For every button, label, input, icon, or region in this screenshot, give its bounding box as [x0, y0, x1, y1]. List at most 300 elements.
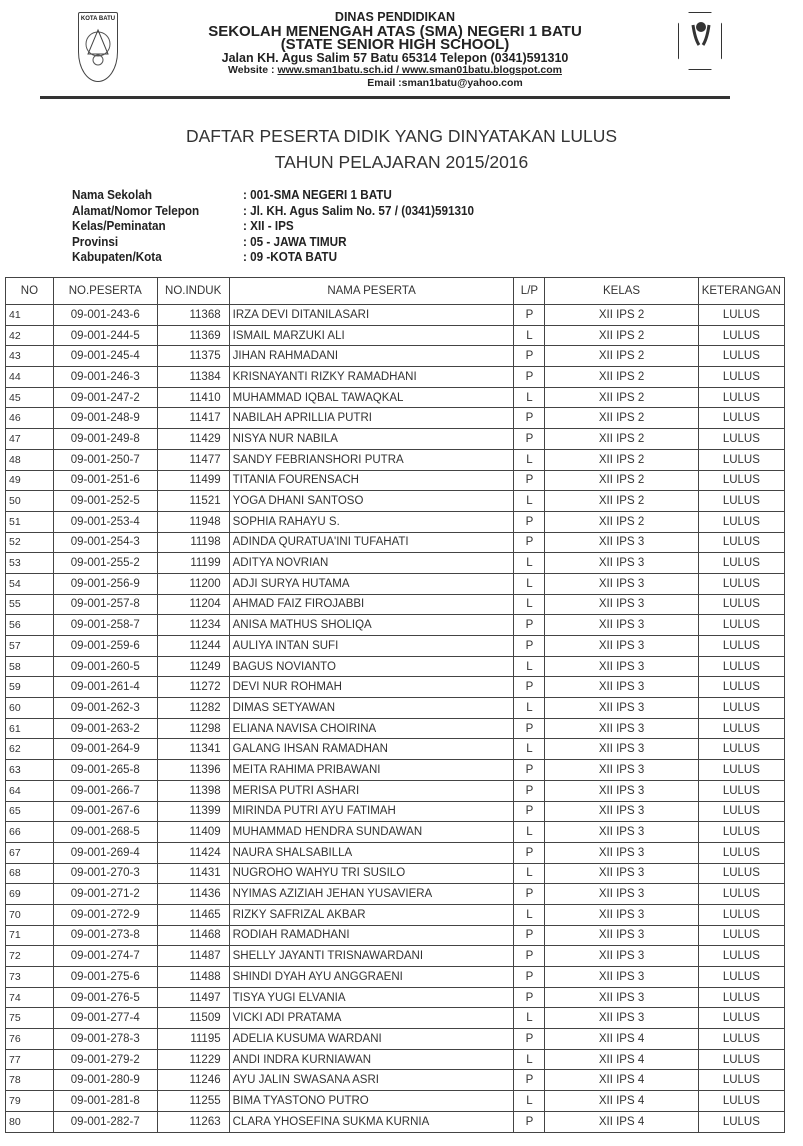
cell-nama-peserta: SHINDI DYAH AYU ANGGRAENI — [229, 967, 514, 988]
cell-lp: L — [514, 553, 545, 574]
cell-no-peserta: 09-001-274-7 — [53, 946, 157, 967]
website-link[interactable]: www.sman1batu.sch.id / www.sman01batu.blogspot.com — [277, 64, 562, 76]
cell-no: 46 — [6, 408, 54, 429]
graduates-table — [5, 277, 785, 1133]
table-row — [6, 325, 785, 346]
cell-no-induk: 11234 — [157, 615, 229, 636]
table-row — [6, 925, 785, 946]
cell-keterangan: LULUS — [698, 449, 784, 470]
cell-kelas: XII IPS 2 — [545, 367, 698, 388]
cell-lp: L — [514, 449, 545, 470]
cell-lp: P — [514, 801, 545, 822]
table-row — [6, 656, 785, 677]
cell-nama-peserta: RODIAH RAMADHANI — [229, 925, 514, 946]
cell-no: 56 — [6, 615, 54, 636]
cell-no: 68 — [6, 863, 54, 884]
cell-nama-peserta: MEITA RAHIMA PRIBAWANI — [229, 760, 514, 781]
table-row — [6, 760, 785, 781]
cell-kelas: XII IPS 2 — [545, 346, 698, 367]
table-row — [6, 367, 785, 388]
cell-no: 73 — [6, 967, 54, 988]
table-row — [6, 884, 785, 905]
column-header-lp: L/P — [514, 278, 545, 305]
cell-no-peserta: 09-001-246-3 — [53, 367, 157, 388]
cell-kelas: XII IPS 4 — [545, 1111, 698, 1132]
cell-keterangan: LULUS — [698, 615, 784, 636]
cell-nama-peserta: ADITYA NOVRIAN — [229, 553, 514, 574]
cell-keterangan: LULUS — [698, 408, 784, 429]
school-name: SEKOLAH MENENGAH ATAS (SMA) NEGERI 1 BATU — [208, 23, 582, 40]
cell-nama-peserta: ADELIA KUSUMA WARDANI — [229, 1029, 514, 1050]
cell-keterangan: LULUS — [698, 491, 784, 512]
cell-kelas: XII IPS 3 — [545, 760, 698, 781]
cell-kelas: XII IPS 3 — [545, 863, 698, 884]
cell-nama-peserta: ADINDA QURATUA'INI TUFAHATI — [229, 532, 514, 553]
cell-kelas: XII IPS 3 — [545, 822, 698, 843]
cell-no-induk: 11198 — [157, 532, 229, 553]
info-label: Kelas/Peminatan — [72, 218, 166, 233]
cell-no-peserta: 09-001-259-6 — [53, 636, 157, 657]
table-row — [6, 698, 785, 719]
cell-keterangan: LULUS — [698, 325, 784, 346]
info-label: Kabupaten/Kota — [72, 249, 162, 264]
table-row — [6, 615, 785, 636]
table-row — [6, 573, 785, 594]
cell-keterangan: LULUS — [698, 1091, 784, 1112]
cell-lp: P — [514, 677, 545, 698]
cell-nama-peserta: NUGROHO WAHYU TRI SUSILO — [229, 863, 514, 884]
cell-keterangan: LULUS — [698, 904, 784, 925]
cell-no-induk: 11244 — [157, 636, 229, 657]
cell-no-peserta: 09-001-254-3 — [53, 532, 157, 553]
cell-kelas: XII IPS 3 — [545, 780, 698, 801]
column-header-no-induk: NO.INDUK — [157, 278, 229, 305]
table-row — [6, 491, 785, 512]
cell-lp: L — [514, 573, 545, 594]
cell-lp: L — [514, 594, 545, 615]
table-row — [6, 346, 785, 367]
letterhead-divider — [40, 96, 730, 99]
cell-no-peserta: 09-001-253-4 — [53, 511, 157, 532]
cell-no-peserta: 09-001-271-2 — [53, 884, 157, 905]
cell-no: 61 — [6, 718, 54, 739]
cell-no-peserta: 09-001-262-3 — [53, 698, 157, 719]
cell-no: 42 — [6, 325, 54, 346]
cell-lp: L — [514, 822, 545, 843]
cell-kelas: XII IPS 2 — [545, 325, 698, 346]
cell-lp: P — [514, 884, 545, 905]
cell-keterangan: LULUS — [698, 656, 784, 677]
cell-lp: P — [514, 718, 545, 739]
agency-name: DINAS PENDIDIKAN — [334, 10, 456, 24]
cell-no-peserta: 09-001-258-7 — [53, 615, 157, 636]
cell-no: 62 — [6, 739, 54, 760]
cell-kelas: XII IPS 2 — [545, 511, 698, 532]
school-info — [72, 187, 474, 265]
cell-no: 80 — [6, 1111, 54, 1132]
cell-keterangan: LULUS — [698, 573, 784, 594]
table-row — [6, 801, 785, 822]
table-row — [6, 429, 785, 450]
cell-nama-peserta: TISYA YUGI ELVANIA — [229, 987, 514, 1008]
cell-no: 60 — [6, 698, 54, 719]
cell-no-induk: 11341 — [157, 739, 229, 760]
cell-lp: P — [514, 987, 545, 1008]
column-header-keterangan: KETERANGAN — [698, 278, 784, 305]
cell-kelas: XII IPS 2 — [545, 429, 698, 450]
column-header-kelas: KELAS — [545, 278, 698, 305]
cell-no-peserta: 09-001-261-4 — [53, 677, 157, 698]
cell-kelas: XII IPS 2 — [545, 387, 698, 408]
cell-kelas: XII IPS 3 — [545, 656, 698, 677]
info-value: : 05 - JAWA TIMUR — [243, 233, 347, 249]
cell-lp: P — [514, 925, 545, 946]
cell-nama-peserta: ADJI SURYA HUTAMA — [229, 573, 514, 594]
table-row — [6, 1049, 785, 1070]
cell-nama-peserta: MIRINDA PUTRI AYU FATIMAH — [229, 801, 514, 822]
cell-lp: L — [514, 1049, 545, 1070]
cell-no: 70 — [6, 904, 54, 925]
column-header-nama-peserta: NAMA PESERTA — [229, 278, 514, 305]
cell-nama-peserta: MERISA PUTRI ASHARI — [229, 780, 514, 801]
cell-nama-peserta: DIMAS SETYAWAN — [229, 698, 514, 719]
cell-no: 69 — [6, 884, 54, 905]
cell-no: 58 — [6, 656, 54, 677]
cell-lp: P — [514, 780, 545, 801]
cell-no-induk: 11410 — [157, 387, 229, 408]
cell-kelas: XII IPS 3 — [545, 615, 698, 636]
cell-lp: P — [514, 367, 545, 388]
cell-nama-peserta: SANDY FEBRIANSHORI PUTRA — [229, 449, 514, 470]
table-row — [6, 739, 785, 760]
cell-no: 65 — [6, 801, 54, 822]
cell-kelas: XII IPS 3 — [545, 925, 698, 946]
cell-no-peserta: 09-001-282-7 — [53, 1111, 157, 1132]
table-row — [6, 1111, 785, 1132]
table-row — [6, 532, 785, 553]
cell-nama-peserta: NISYA NUR NABILA — [229, 429, 514, 450]
school-address: Jalan KH. Agus Salim 57 Batu 65314 Telepon (0341)591310 — [221, 51, 569, 65]
cell-no-induk: 11499 — [157, 470, 229, 491]
cell-no-induk: 11282 — [157, 698, 229, 719]
cell-keterangan: LULUS — [698, 718, 784, 739]
table-row — [6, 1091, 785, 1112]
cell-lp: P — [514, 511, 545, 532]
cell-no-induk: 11249 — [157, 656, 229, 677]
document-title: DAFTAR PESERTA DIDIK YANG DINYATAKAN LULUS — [185, 126, 618, 146]
cell-no-peserta: 09-001-272-9 — [53, 904, 157, 925]
cell-no: 54 — [6, 573, 54, 594]
cell-keterangan: LULUS — [698, 346, 784, 367]
cell-no-induk: 11399 — [157, 801, 229, 822]
info-label: Nama Sekolah — [72, 187, 152, 202]
cell-keterangan: LULUS — [698, 863, 784, 884]
cell-nama-peserta: KRISNAYANTI RIZKY RAMADHANI — [229, 367, 514, 388]
cell-no: 79 — [6, 1091, 54, 1112]
cell-kelas: XII IPS 3 — [545, 677, 698, 698]
cell-no: 67 — [6, 842, 54, 863]
cell-nama-peserta: NABILAH APRILLIA PUTRI — [229, 408, 514, 429]
cell-lp: L — [514, 1008, 545, 1029]
cell-keterangan: LULUS — [698, 677, 784, 698]
cell-kelas: XII IPS 3 — [545, 594, 698, 615]
info-row — [72, 218, 474, 234]
cell-no-induk: 11465 — [157, 904, 229, 925]
cell-no-peserta: 09-001-263-2 — [53, 718, 157, 739]
cell-no-peserta: 09-001-243-6 — [53, 305, 157, 326]
cell-no-induk: 11417 — [157, 408, 229, 429]
cell-kelas: XII IPS 3 — [545, 967, 698, 988]
cell-keterangan: LULUS — [698, 1111, 784, 1132]
cell-keterangan: LULUS — [698, 739, 784, 760]
cell-keterangan: LULUS — [698, 470, 784, 491]
cell-keterangan: LULUS — [698, 946, 784, 967]
cell-nama-peserta: MUHAMMAD IQBAL TAWAQKAL — [229, 387, 514, 408]
cell-no-induk: 11229 — [157, 1049, 229, 1070]
table-row — [6, 1008, 785, 1029]
cell-nama-peserta: ELIANA NAVISA CHOIRINA — [229, 718, 514, 739]
cell-no-peserta: 09-001-268-5 — [53, 822, 157, 843]
cell-keterangan: LULUS — [698, 698, 784, 719]
cell-no: 53 — [6, 553, 54, 574]
cell-no-induk: 11200 — [157, 573, 229, 594]
cell-no: 78 — [6, 1070, 54, 1091]
cell-lp: L — [514, 904, 545, 925]
cell-no: 64 — [6, 780, 54, 801]
cell-nama-peserta: ANDI INDRA KURNIAWAN — [229, 1049, 514, 1070]
cell-nama-peserta: TITANIA FOURENSACH — [229, 470, 514, 491]
cell-keterangan: LULUS — [698, 1049, 784, 1070]
website-line — [130, 65, 660, 76]
cell-no: 47 — [6, 429, 54, 450]
cell-no-induk: 11199 — [157, 553, 229, 574]
cell-no-peserta: 09-001-256-9 — [53, 573, 157, 594]
info-row — [72, 203, 474, 219]
cell-nama-peserta: AULIYA INTAN SUFI — [229, 636, 514, 657]
table-row — [6, 780, 785, 801]
table-row — [6, 511, 785, 532]
cell-no-peserta: 09-001-264-9 — [53, 739, 157, 760]
cell-no: 41 — [6, 305, 54, 326]
cell-keterangan: LULUS — [698, 594, 784, 615]
cell-lp: L — [514, 739, 545, 760]
cell-no-peserta: 09-001-260-5 — [53, 656, 157, 677]
cell-no-induk: 11487 — [157, 946, 229, 967]
cell-keterangan: LULUS — [698, 760, 784, 781]
cell-no-peserta: 09-001-252-5 — [53, 491, 157, 512]
info-label: Provinsi — [72, 233, 119, 249]
column-header-no: NO — [6, 278, 54, 305]
cell-keterangan: LULUS — [698, 636, 784, 657]
cell-nama-peserta: SHELLY JAYANTI TRISNAWARDANI — [229, 946, 514, 967]
cell-keterangan: LULUS — [698, 801, 784, 822]
cell-no-induk: 11488 — [157, 967, 229, 988]
cell-no-induk: 11409 — [157, 822, 229, 843]
cell-kelas: XII IPS 2 — [545, 408, 698, 429]
cell-no-induk: 11521 — [157, 491, 229, 512]
cell-kelas: XII IPS 4 — [545, 1070, 698, 1091]
cell-no-induk: 11204 — [157, 594, 229, 615]
cell-lp: P — [514, 636, 545, 657]
kota-batu-emblem-icon — [83, 24, 113, 69]
cell-no: 76 — [6, 1029, 54, 1050]
cell-kelas: XII IPS 3 — [545, 739, 698, 760]
cell-no: 50 — [6, 491, 54, 512]
table-row — [6, 822, 785, 843]
website-label: Website : — [228, 64, 275, 76]
cell-nama-peserta: GALANG IHSAN RAMADHAN — [229, 739, 514, 760]
cell-nama-peserta: AYU JALIN SWASANA ASRI — [229, 1070, 514, 1091]
cell-nama-peserta: BIMA TYASTONO PUTRO — [229, 1091, 514, 1112]
cell-keterangan: LULUS — [698, 987, 784, 1008]
cell-keterangan: LULUS — [698, 884, 784, 905]
table-row — [6, 677, 785, 698]
kota-batu-logo — [78, 12, 118, 82]
cell-no: 59 — [6, 677, 54, 698]
cell-lp: L — [514, 387, 545, 408]
cell-no-induk: 11431 — [157, 863, 229, 884]
cell-lp: P — [514, 429, 545, 450]
cell-nama-peserta: ANISA MATHUS SHOLIQA — [229, 615, 514, 636]
cell-keterangan: LULUS — [698, 387, 784, 408]
cell-no: 57 — [6, 636, 54, 657]
info-row — [72, 249, 474, 265]
table-header-row — [6, 278, 785, 305]
cell-no-peserta: 09-001-278-3 — [53, 1029, 157, 1050]
cell-keterangan: LULUS — [698, 367, 784, 388]
info-value: : XII - IPS — [243, 218, 294, 233]
cell-no: 63 — [6, 760, 54, 781]
info-value: : Jl. KH. Agus Salim No. 57 / (0341)591310 — [243, 202, 475, 218]
cell-no-peserta: 09-001-247-2 — [53, 387, 157, 408]
cell-lp: P — [514, 470, 545, 491]
cell-nama-peserta: NAURA SHALSABILLA — [229, 842, 514, 863]
table-row — [6, 863, 785, 884]
cell-no: 45 — [6, 387, 54, 408]
cell-lp: L — [514, 698, 545, 719]
cell-no: 48 — [6, 449, 54, 470]
cell-no-induk: 11368 — [157, 305, 229, 326]
cell-no-peserta: 09-001-251-6 — [53, 470, 157, 491]
table-row — [6, 594, 785, 615]
cell-no-induk: 11948 — [157, 511, 229, 532]
cell-no: 71 — [6, 925, 54, 946]
cell-no-induk: 11272 — [157, 677, 229, 698]
cell-no-peserta: 09-001-245-4 — [53, 346, 157, 367]
table-row — [6, 387, 785, 408]
cell-no-induk: 11497 — [157, 987, 229, 1008]
cell-lp: P — [514, 760, 545, 781]
table-row — [6, 987, 785, 1008]
table-row — [6, 553, 785, 574]
cell-no-induk: 11436 — [157, 884, 229, 905]
table-row — [6, 1070, 785, 1091]
cell-keterangan: LULUS — [698, 842, 784, 863]
cell-kelas: XII IPS 3 — [545, 842, 698, 863]
info-row — [72, 234, 474, 250]
cell-no-induk: 11298 — [157, 718, 229, 739]
cell-nama-peserta: MUHAMMAD HENDRA SUNDAWAN — [229, 822, 514, 843]
table-row — [6, 967, 785, 988]
cell-lp: P — [514, 967, 545, 988]
cell-no: 51 — [6, 511, 54, 532]
cell-no-peserta: 09-001-266-7 — [53, 780, 157, 801]
cell-no-peserta: 09-001-257-8 — [53, 594, 157, 615]
cell-nama-peserta: ISMAIL MARZUKI ALI — [229, 325, 514, 346]
cell-no-induk: 11375 — [157, 346, 229, 367]
sma-negeri-1-batu-logo — [678, 12, 722, 70]
cell-kelas: XII IPS 3 — [545, 553, 698, 574]
cell-kelas: XII IPS 3 — [545, 946, 698, 967]
cell-keterangan: LULUS — [698, 1008, 784, 1029]
cell-kelas: XII IPS 3 — [545, 636, 698, 657]
academic-year: TAHUN PELAJARAN 2015/2016 — [274, 152, 529, 172]
cell-lp: P — [514, 1070, 545, 1091]
cell-lp: P — [514, 346, 545, 367]
cell-lp: L — [514, 863, 545, 884]
cell-no: 77 — [6, 1049, 54, 1070]
cell-lp: P — [514, 532, 545, 553]
table-row — [6, 408, 785, 429]
cell-no: 44 — [6, 367, 54, 388]
cell-no-induk: 11509 — [157, 1008, 229, 1029]
cell-kelas: XII IPS 3 — [545, 573, 698, 594]
cell-no-peserta: 09-001-276-5 — [53, 987, 157, 1008]
cell-no-peserta: 09-001-280-9 — [53, 1070, 157, 1091]
cell-nama-peserta: BAGUS NOVIANTO — [229, 656, 514, 677]
cell-no-peserta: 09-001-244-5 — [53, 325, 157, 346]
cell-no-induk: 11369 — [157, 325, 229, 346]
cell-kelas: XII IPS 3 — [545, 904, 698, 925]
cell-lp: P — [514, 1029, 545, 1050]
cell-keterangan: LULUS — [698, 780, 784, 801]
cell-no: 49 — [6, 470, 54, 491]
cell-no-induk: 11468 — [157, 925, 229, 946]
cell-lp: P — [514, 305, 545, 326]
cell-no-peserta: 09-001-255-2 — [53, 553, 157, 574]
table-row — [6, 470, 785, 491]
cell-kelas: XII IPS 2 — [545, 449, 698, 470]
cell-lp: L — [514, 656, 545, 677]
cell-keterangan: LULUS — [698, 553, 784, 574]
cell-keterangan: LULUS — [698, 822, 784, 843]
cell-no-induk: 11398 — [157, 780, 229, 801]
info-label: Alamat/Nomor Telepon — [72, 202, 200, 218]
cell-kelas: XII IPS 3 — [545, 718, 698, 739]
cell-kelas: XII IPS 2 — [545, 470, 698, 491]
cell-no-peserta: 09-001-281-8 — [53, 1091, 157, 1112]
cell-no-peserta: 09-001-277-4 — [53, 1008, 157, 1029]
email: Email :sman1batu@yahoo.com — [367, 77, 523, 89]
cell-kelas: XII IPS 3 — [545, 698, 698, 719]
cell-kelas: XII IPS 4 — [545, 1029, 698, 1050]
cell-nama-peserta: SOPHIA RAHAYU S. — [229, 511, 514, 532]
cell-no-induk: 11429 — [157, 429, 229, 450]
cell-kelas: XII IPS 2 — [545, 491, 698, 512]
info-value: : 09 -KOTA BATU — [243, 249, 338, 264]
cell-keterangan: LULUS — [698, 925, 784, 946]
cell-kelas: XII IPS 3 — [545, 1008, 698, 1029]
cell-lp: P — [514, 1111, 545, 1132]
cell-keterangan: LULUS — [698, 429, 784, 450]
cell-no-peserta: 09-001-273-8 — [53, 925, 157, 946]
cell-no-peserta: 09-001-249-8 — [53, 429, 157, 450]
cell-kelas: XII IPS 2 — [545, 305, 698, 326]
cell-lp: P — [514, 946, 545, 967]
cell-no-induk: 11384 — [157, 367, 229, 388]
cell-no-induk: 11424 — [157, 842, 229, 863]
cell-kelas: XII IPS 3 — [545, 801, 698, 822]
